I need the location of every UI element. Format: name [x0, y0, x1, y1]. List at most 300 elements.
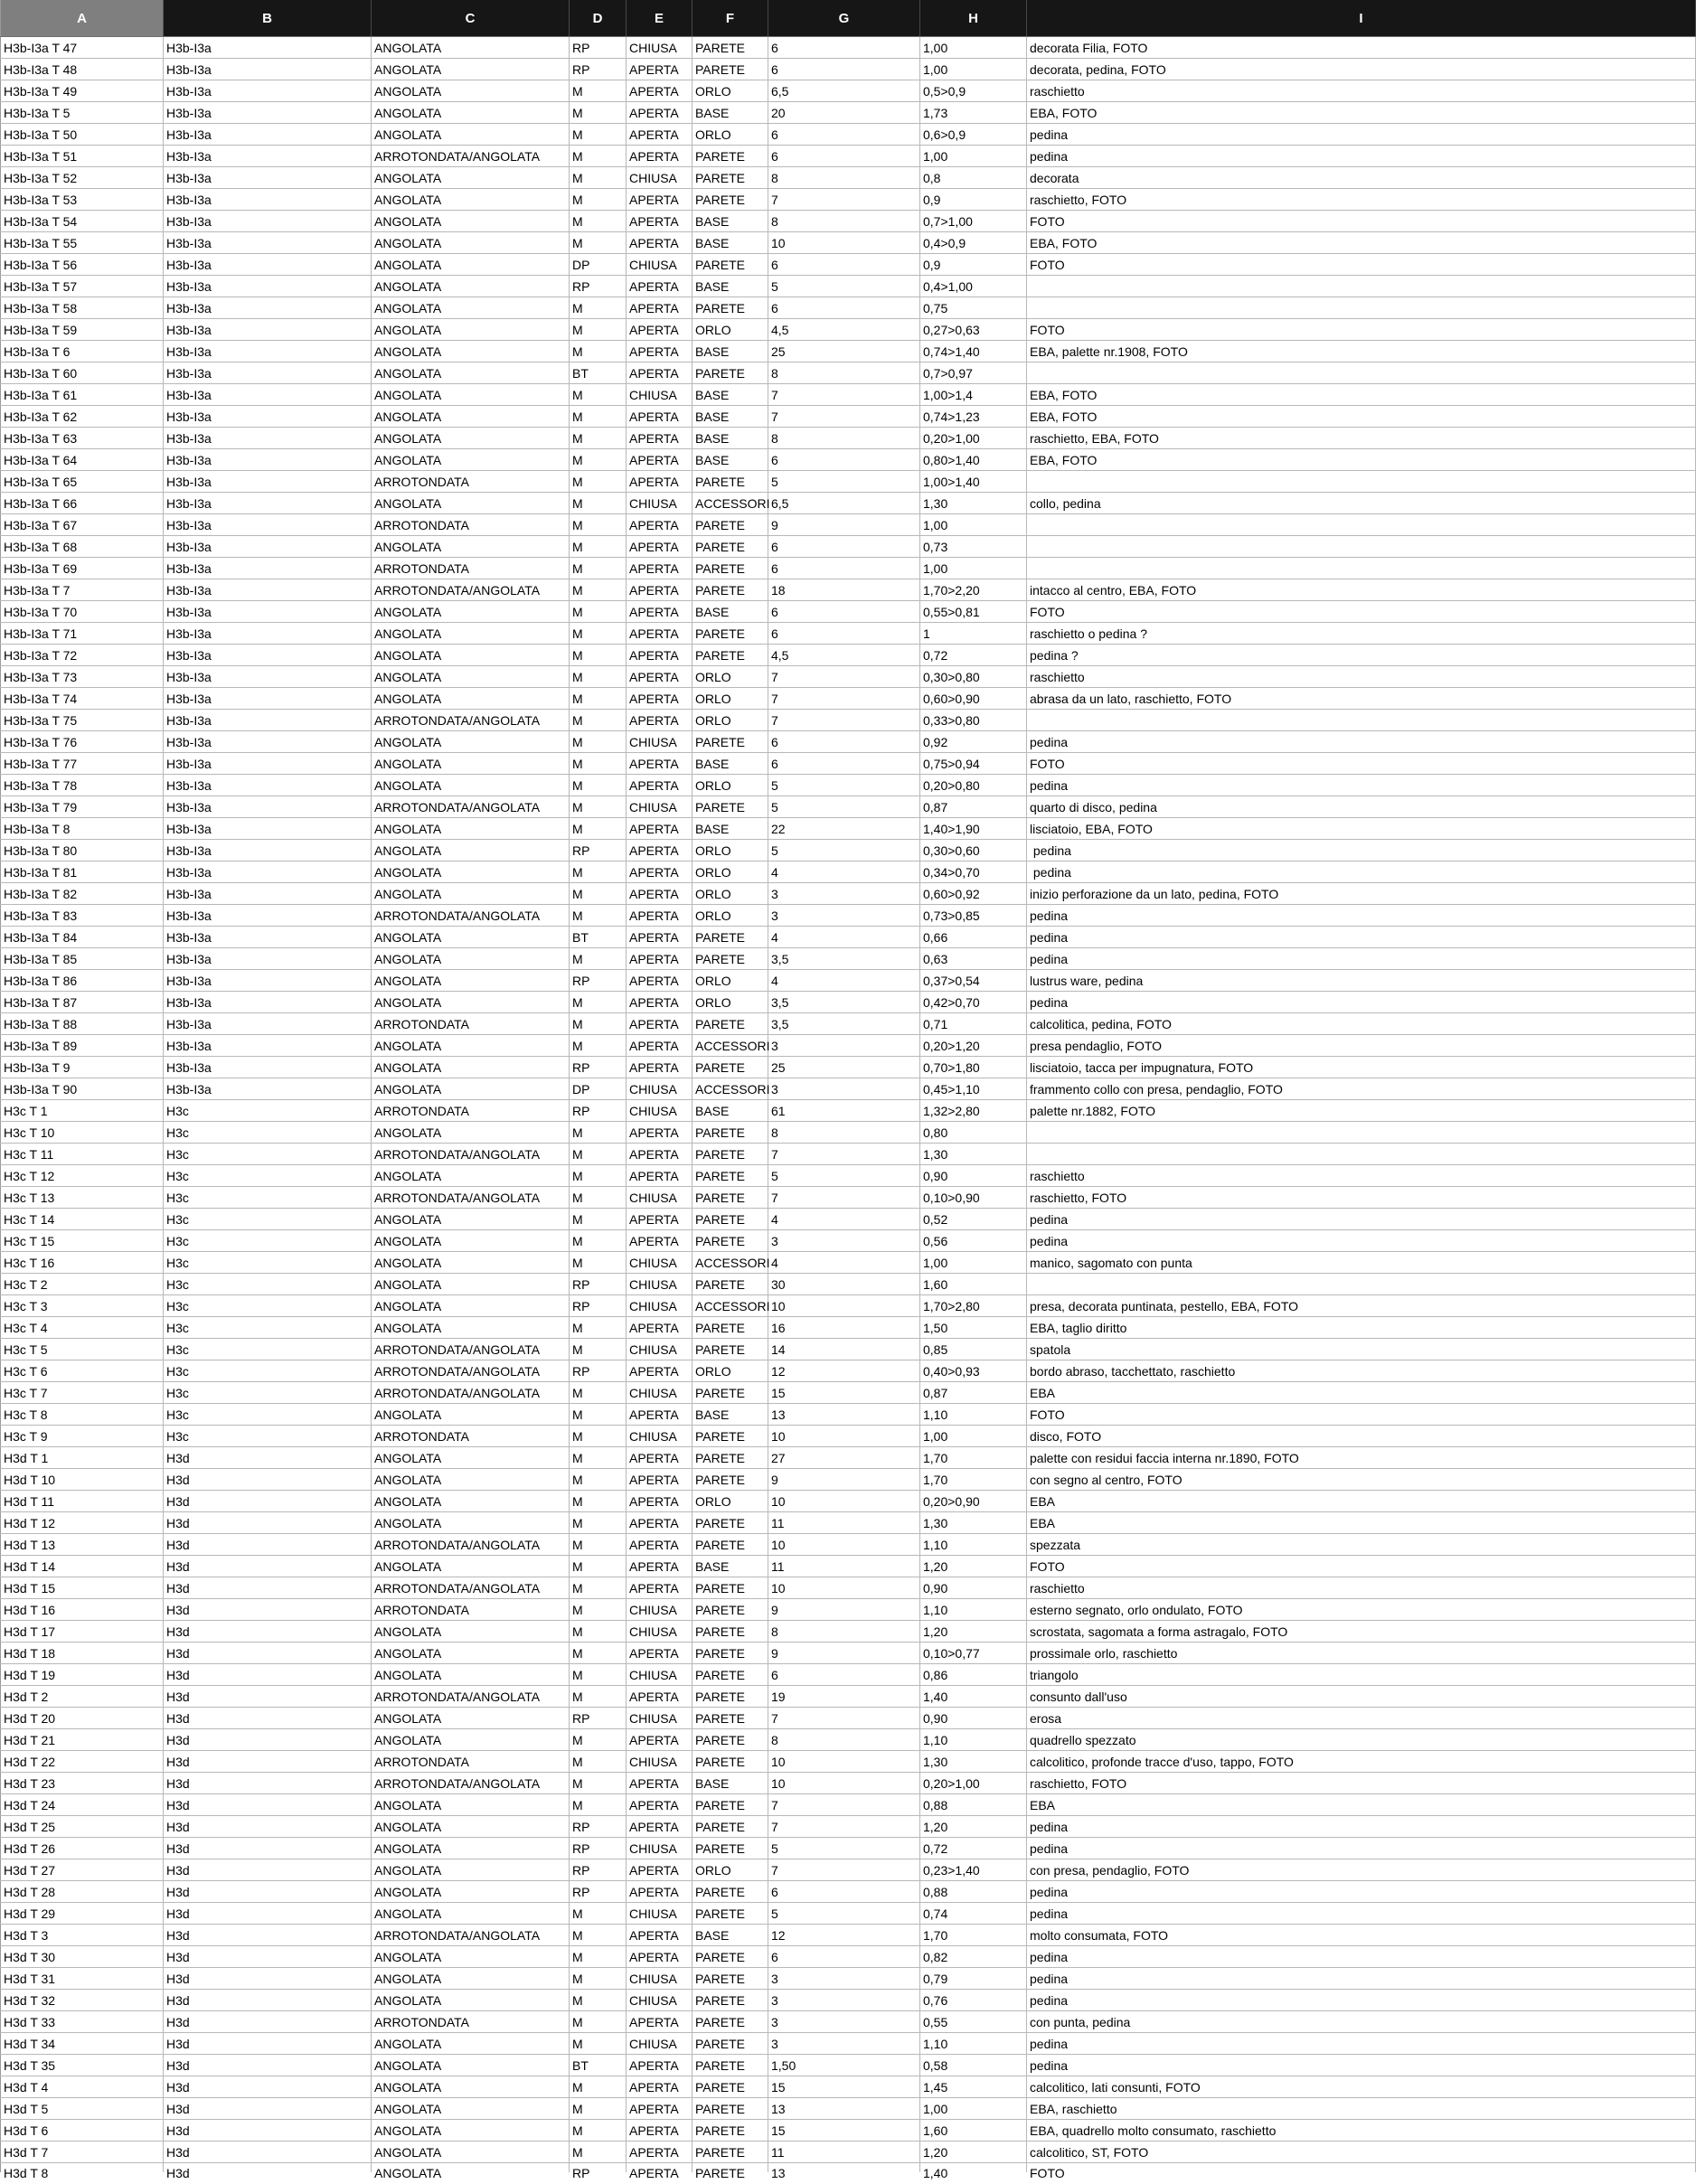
cell-i[interactable]: lisciatoio, tacca per impugnatura, FOTO — [1027, 1057, 1696, 1078]
cell-i[interactable]: pedina — [1027, 2055, 1696, 2076]
cell-c[interactable]: ANGOLATA — [372, 2163, 570, 2173]
cell-a[interactable]: H3d T 11 — [1, 1491, 164, 1512]
cell-h[interactable]: 0,8 — [920, 167, 1027, 189]
cell-g[interactable]: 3 — [768, 1035, 920, 1057]
cell-f[interactable]: BASE — [693, 449, 768, 471]
cell-h[interactable]: 1,60 — [920, 1274, 1027, 1295]
cell-h[interactable]: 1,32>2,80 — [920, 1100, 1027, 1122]
cell-f[interactable]: BASE — [693, 428, 768, 449]
cell-i[interactable]: presa pendaglio, FOTO — [1027, 1035, 1696, 1057]
cell-a[interactable]: H3b-I3a T 59 — [1, 319, 164, 341]
cell-b[interactable]: H3d — [164, 1968, 372, 1990]
cell-e[interactable]: APERTA — [627, 948, 693, 970]
cell-b[interactable]: H3d — [164, 1469, 372, 1491]
cell-g[interactable]: 16 — [768, 1317, 920, 1339]
cell-b[interactable]: H3b-I3a — [164, 623, 372, 645]
cell-f[interactable]: ORLO — [693, 775, 768, 796]
cell-g[interactable]: 3 — [768, 905, 920, 927]
cell-b[interactable]: H3b-I3a — [164, 232, 372, 254]
cell-f[interactable]: PARETE — [693, 1946, 768, 1968]
cell-g[interactable]: 6 — [768, 59, 920, 80]
cell-f[interactable]: PARETE — [693, 2076, 768, 2098]
cell-f[interactable]: PARETE — [693, 1664, 768, 1686]
cell-g[interactable]: 4,5 — [768, 645, 920, 666]
cell-d[interactable]: M — [570, 1599, 627, 1621]
cell-c[interactable]: ANGOLATA — [372, 1078, 570, 1100]
cell-h[interactable]: 1,30 — [920, 493, 1027, 514]
cell-g[interactable]: 7 — [768, 710, 920, 731]
cell-a[interactable]: H3d T 15 — [1, 1577, 164, 1599]
cell-b[interactable]: H3c — [164, 1295, 372, 1317]
cell-h[interactable]: 0,90 — [920, 1708, 1027, 1729]
cell-a[interactable]: H3b-I3a T 65 — [1, 471, 164, 493]
cell-e[interactable]: CHIUSA — [627, 1903, 693, 1925]
cell-e[interactable]: APERTA — [627, 710, 693, 731]
cell-f[interactable]: ORLO — [693, 710, 768, 731]
cell-a[interactable]: H3b-I3a T 76 — [1, 731, 164, 753]
cell-h[interactable]: 1,45 — [920, 2076, 1027, 2098]
cell-g[interactable]: 6 — [768, 1946, 920, 1968]
cell-e[interactable]: APERTA — [627, 124, 693, 146]
cell-c[interactable]: ARROTONDATA — [372, 1100, 570, 1122]
cell-c[interactable]: ANGOLATA — [372, 167, 570, 189]
cell-h[interactable]: 0,40>0,93 — [920, 1360, 1027, 1382]
cell-d[interactable]: M — [570, 493, 627, 514]
cell-a[interactable]: H3b-I3a T 52 — [1, 167, 164, 189]
cell-h[interactable]: 1,10 — [920, 1404, 1027, 1426]
cell-h[interactable]: 0,30>0,80 — [920, 666, 1027, 688]
cell-b[interactable]: H3c — [164, 1252, 372, 1274]
cell-a[interactable]: H3d T 17 — [1, 1621, 164, 1643]
cell-g[interactable]: 3 — [768, 1990, 920, 2011]
cell-g[interactable]: 6 — [768, 37, 920, 59]
cell-e[interactable]: APERTA — [627, 1643, 693, 1664]
cell-b[interactable]: H3d — [164, 1816, 372, 1838]
cell-h[interactable]: 0,71 — [920, 1013, 1027, 1035]
cell-b[interactable]: H3d — [164, 1664, 372, 1686]
cell-e[interactable]: APERTA — [627, 297, 693, 319]
cell-h[interactable]: 1,20 — [920, 2142, 1027, 2163]
cell-a[interactable]: H3b-I3a T 88 — [1, 1013, 164, 1035]
cell-c[interactable]: ANGOLATA — [372, 1859, 570, 1881]
cell-h[interactable]: 0,60>0,92 — [920, 883, 1027, 905]
cell-e[interactable]: APERTA — [627, 362, 693, 384]
cell-c[interactable]: ANGOLATA — [372, 1968, 570, 1990]
cell-b[interactable]: H3c — [164, 1274, 372, 1295]
cell-d[interactable]: M — [570, 1534, 627, 1556]
cell-c[interactable]: ANGOLATA — [372, 1252, 570, 1274]
cell-i[interactable]: pedina — [1027, 146, 1696, 167]
cell-f[interactable]: PARETE — [693, 1621, 768, 1643]
cell-d[interactable]: RP — [570, 1881, 627, 1903]
cell-e[interactable]: APERTA — [627, 1317, 693, 1339]
cell-i[interactable]: prossimale orlo, raschietto — [1027, 1643, 1696, 1664]
cell-i[interactable]: palette nr.1882, FOTO — [1027, 1100, 1696, 1122]
cell-a[interactable]: H3b-I3a T 60 — [1, 362, 164, 384]
cell-e[interactable]: CHIUSA — [627, 1252, 693, 1274]
cell-e[interactable]: APERTA — [627, 146, 693, 167]
cell-h[interactable]: 1,30 — [920, 1751, 1027, 1773]
cell-i[interactable]: pedina — [1027, 1838, 1696, 1859]
cell-c[interactable]: ANGOLATA — [372, 1621, 570, 1643]
cell-c[interactable]: ARROTONDATA/ANGOLATA — [372, 1187, 570, 1209]
cell-a[interactable]: H3d T 24 — [1, 1794, 164, 1816]
column-header-h[interactable]: H — [920, 0, 1027, 37]
cell-g[interactable]: 18 — [768, 579, 920, 601]
cell-c[interactable]: ANGOLATA — [372, 1946, 570, 1968]
cell-b[interactable]: H3b-I3a — [164, 1057, 372, 1078]
cell-f[interactable]: PARETE — [693, 59, 768, 80]
cell-f[interactable]: PARETE — [693, 1382, 768, 1404]
cell-f[interactable]: BASE — [693, 601, 768, 623]
cell-a[interactable]: H3c T 1 — [1, 1100, 164, 1122]
cell-i[interactable]: pedina ? — [1027, 645, 1696, 666]
cell-f[interactable]: PARETE — [693, 1274, 768, 1295]
column-header-i[interactable]: I — [1027, 0, 1696, 37]
cell-f[interactable]: PARETE — [693, 514, 768, 536]
cell-d[interactable]: RP — [570, 59, 627, 80]
cell-a[interactable]: H3b-I3a T 72 — [1, 645, 164, 666]
cell-a[interactable]: H3d T 8 — [1, 2163, 164, 2173]
cell-e[interactable]: APERTA — [627, 319, 693, 341]
cell-g[interactable]: 6 — [768, 449, 920, 471]
cell-e[interactable]: CHIUSA — [627, 1751, 693, 1773]
cell-d[interactable]: M — [570, 579, 627, 601]
cell-d[interactable]: M — [570, 558, 627, 579]
cell-h[interactable]: 0,6>0,9 — [920, 124, 1027, 146]
cell-d[interactable]: M — [570, 1035, 627, 1057]
cell-e[interactable]: APERTA — [627, 1925, 693, 1946]
cell-f[interactable]: PARETE — [693, 1209, 768, 1230]
cell-a[interactable]: H3b-I3a T 82 — [1, 883, 164, 905]
cell-a[interactable]: H3c T 7 — [1, 1382, 164, 1404]
column-header-d[interactable]: D — [570, 0, 627, 37]
cell-d[interactable]: RP — [570, 276, 627, 297]
cell-f[interactable]: PARETE — [693, 731, 768, 753]
cell-g[interactable]: 4 — [768, 861, 920, 883]
cell-c[interactable]: ANGOLATA — [372, 80, 570, 102]
cell-g[interactable]: 6 — [768, 623, 920, 645]
cell-c[interactable]: ANGOLATA — [372, 1556, 570, 1577]
cell-g[interactable]: 13 — [768, 2098, 920, 2120]
cell-e[interactable]: APERTA — [627, 514, 693, 536]
cell-c[interactable]: ANGOLATA — [372, 1491, 570, 1512]
cell-f[interactable]: ORLO — [693, 1491, 768, 1512]
cell-e[interactable]: APERTA — [627, 2098, 693, 2120]
cell-d[interactable]: M — [570, 80, 627, 102]
cell-b[interactable]: H3d — [164, 2142, 372, 2163]
cell-e[interactable]: CHIUSA — [627, 796, 693, 818]
cell-c[interactable]: ANGOLATA — [372, 623, 570, 645]
cell-a[interactable]: H3c T 13 — [1, 1187, 164, 1209]
cell-a[interactable]: H3b-I3a T 71 — [1, 623, 164, 645]
cell-g[interactable]: 11 — [768, 2142, 920, 2163]
cell-e[interactable]: APERTA — [627, 970, 693, 992]
cell-f[interactable]: PARETE — [693, 1751, 768, 1773]
cell-i[interactable]: EBA, quadrello molto consumato, raschietto — [1027, 2120, 1696, 2142]
cell-h[interactable]: 0,23>1,40 — [920, 1859, 1027, 1881]
cell-f[interactable]: PARETE — [693, 1577, 768, 1599]
cell-d[interactable]: RP — [570, 970, 627, 992]
cell-e[interactable]: CHIUSA — [627, 2033, 693, 2055]
cell-e[interactable]: CHIUSA — [627, 1621, 693, 1643]
cell-f[interactable]: PARETE — [693, 471, 768, 493]
cell-a[interactable]: H3d T 22 — [1, 1751, 164, 1773]
cell-e[interactable]: APERTA — [627, 666, 693, 688]
cell-d[interactable]: M — [570, 1512, 627, 1534]
cell-b[interactable]: H3d — [164, 1643, 372, 1664]
cell-c[interactable]: ANGOLATA — [372, 1447, 570, 1469]
cell-i[interactable]: pedina — [1027, 124, 1696, 146]
cell-e[interactable]: APERTA — [627, 471, 693, 493]
cell-e[interactable]: CHIUSA — [627, 37, 693, 59]
cell-d[interactable]: M — [570, 1903, 627, 1925]
cell-d[interactable]: M — [570, 384, 627, 406]
cell-i[interactable]: EBA — [1027, 1382, 1696, 1404]
cell-f[interactable]: PARETE — [693, 1447, 768, 1469]
cell-h[interactable]: 0,37>0,54 — [920, 970, 1027, 992]
cell-c[interactable]: ANGOLATA — [372, 362, 570, 384]
cell-h[interactable]: 0,30>0,60 — [920, 840, 1027, 861]
cell-d[interactable]: M — [570, 883, 627, 905]
cell-i[interactable] — [1027, 297, 1696, 319]
cell-d[interactable]: M — [570, 1144, 627, 1165]
cell-e[interactable]: APERTA — [627, 1404, 693, 1426]
cell-c[interactable]: ANGOLATA — [372, 1404, 570, 1426]
cell-f[interactable]: BASE — [693, 341, 768, 362]
cell-c[interactable]: ANGOLATA — [372, 124, 570, 146]
cell-d[interactable]: M — [570, 2120, 627, 2142]
cell-b[interactable]: H3d — [164, 1577, 372, 1599]
cell-h[interactable]: 1,10 — [920, 1729, 1027, 1751]
cell-f[interactable]: PARETE — [693, 297, 768, 319]
cell-c[interactable]: ARROTONDATA/ANGOLATA — [372, 1144, 570, 1165]
cell-d[interactable]: M — [570, 818, 627, 840]
cell-c[interactable]: ANGOLATA — [372, 818, 570, 840]
cell-i[interactable]: raschietto, EBA, FOTO — [1027, 428, 1696, 449]
cell-a[interactable]: H3b-I3a T 79 — [1, 796, 164, 818]
cell-f[interactable]: PARETE — [693, 254, 768, 276]
cell-c[interactable]: ANGOLATA — [372, 645, 570, 666]
cell-d[interactable]: RP — [570, 37, 627, 59]
cell-c[interactable]: ANGOLATA — [372, 731, 570, 753]
cell-e[interactable]: APERTA — [627, 992, 693, 1013]
cell-d[interactable]: M — [570, 861, 627, 883]
cell-a[interactable]: H3d T 20 — [1, 1708, 164, 1729]
cell-d[interactable]: M — [570, 2076, 627, 2098]
cell-g[interactable]: 6,5 — [768, 493, 920, 514]
cell-g[interactable]: 10 — [768, 1773, 920, 1794]
cell-i[interactable]: pedina — [1027, 1968, 1696, 1990]
cell-g[interactable]: 10 — [768, 1534, 920, 1556]
cell-i[interactable] — [1027, 536, 1696, 558]
cell-d[interactable]: M — [570, 1339, 627, 1360]
cell-i[interactable]: pedina — [1027, 1209, 1696, 1230]
cell-g[interactable]: 7 — [768, 1794, 920, 1816]
cell-e[interactable]: APERTA — [627, 2055, 693, 2076]
cell-h[interactable]: 0,58 — [920, 2055, 1027, 2076]
cell-d[interactable]: M — [570, 1751, 627, 1773]
cell-f[interactable]: PARETE — [693, 2163, 768, 2173]
cell-c[interactable]: ANGOLATA — [372, 1903, 570, 1925]
cell-c[interactable]: ANGOLATA — [372, 341, 570, 362]
cell-e[interactable]: APERTA — [627, 1230, 693, 1252]
cell-h[interactable]: 0,5>0,9 — [920, 80, 1027, 102]
cell-g[interactable]: 27 — [768, 1447, 920, 1469]
cell-f[interactable]: ORLO — [693, 970, 768, 992]
cell-g[interactable]: 7 — [768, 688, 920, 710]
cell-h[interactable]: 0,20>1,00 — [920, 428, 1027, 449]
cell-h[interactable]: 0,72 — [920, 645, 1027, 666]
cell-g[interactable]: 6 — [768, 254, 920, 276]
cell-d[interactable]: BT — [570, 2055, 627, 2076]
cell-d[interactable]: M — [570, 1946, 627, 1968]
cell-b[interactable]: H3b-I3a — [164, 753, 372, 775]
cell-d[interactable]: M — [570, 1404, 627, 1426]
cell-e[interactable]: APERTA — [627, 645, 693, 666]
cell-d[interactable]: RP — [570, 1816, 627, 1838]
cell-i[interactable]: pedina — [1027, 905, 1696, 927]
cell-h[interactable]: 1,70>2,20 — [920, 579, 1027, 601]
cell-e[interactable]: CHIUSA — [627, 1990, 693, 2011]
cell-f[interactable]: PARETE — [693, 1122, 768, 1144]
cell-e[interactable]: CHIUSA — [627, 1187, 693, 1209]
cell-e[interactable]: APERTA — [627, 406, 693, 428]
cell-a[interactable]: H3c T 4 — [1, 1317, 164, 1339]
cell-f[interactable]: BASE — [693, 211, 768, 232]
cell-a[interactable]: H3b-I3a T 5 — [1, 102, 164, 124]
cell-f[interactable]: BASE — [693, 1404, 768, 1426]
cell-g[interactable]: 8 — [768, 362, 920, 384]
cell-d[interactable]: RP — [570, 1295, 627, 1317]
cell-i[interactable]: FOTO — [1027, 211, 1696, 232]
cell-h[interactable]: 1,70>2,80 — [920, 1295, 1027, 1317]
cell-h[interactable]: 0,56 — [920, 1230, 1027, 1252]
cell-d[interactable]: M — [570, 189, 627, 211]
cell-h[interactable]: 1,00>1,40 — [920, 471, 1027, 493]
cell-b[interactable]: H3b-I3a — [164, 189, 372, 211]
cell-g[interactable]: 11 — [768, 1512, 920, 1534]
cell-c[interactable]: ANGOLATA — [372, 59, 570, 80]
cell-d[interactable]: M — [570, 1491, 627, 1512]
cell-d[interactable]: DP — [570, 1078, 627, 1100]
cell-g[interactable]: 8 — [768, 1122, 920, 1144]
cell-h[interactable]: 0,63 — [920, 948, 1027, 970]
cell-a[interactable]: H3d T 26 — [1, 1838, 164, 1859]
cell-c[interactable]: ANGOLATA — [372, 1057, 570, 1078]
cell-h[interactable]: 0,75 — [920, 297, 1027, 319]
cell-d[interactable]: BT — [570, 927, 627, 948]
cell-e[interactable]: CHIUSA — [627, 1426, 693, 1447]
cell-a[interactable]: H3d T 32 — [1, 1990, 164, 2011]
cell-g[interactable]: 30 — [768, 1274, 920, 1295]
cell-e[interactable]: APERTA — [627, 840, 693, 861]
cell-b[interactable]: H3b-I3a — [164, 992, 372, 1013]
cell-i[interactable] — [1027, 514, 1696, 536]
cell-f[interactable]: PARETE — [693, 1230, 768, 1252]
cell-c[interactable]: ANGOLATA — [372, 297, 570, 319]
cell-e[interactable]: APERTA — [627, 2011, 693, 2033]
cell-b[interactable]: H3d — [164, 2076, 372, 2098]
cell-f[interactable]: ACCESSORI — [693, 1295, 768, 1317]
cell-d[interactable]: M — [570, 1209, 627, 1230]
cell-f[interactable]: BASE — [693, 753, 768, 775]
cell-d[interactable]: RP — [570, 2163, 627, 2173]
cell-f[interactable]: PARETE — [693, 1426, 768, 1447]
cell-e[interactable]: APERTA — [627, 1360, 693, 1382]
cell-c[interactable]: ANGOLATA — [372, 1209, 570, 1230]
cell-a[interactable]: H3d T 2 — [1, 1686, 164, 1708]
cell-h[interactable]: 0,9 — [920, 254, 1027, 276]
cell-b[interactable]: H3b-I3a — [164, 449, 372, 471]
cell-b[interactable]: H3b-I3a — [164, 59, 372, 80]
cell-c[interactable]: ARROTONDATA/ANGOLATA — [372, 710, 570, 731]
cell-i[interactable]: decorata — [1027, 167, 1696, 189]
cell-g[interactable]: 6 — [768, 731, 920, 753]
cell-f[interactable]: PARETE — [693, 2011, 768, 2033]
cell-i[interactable]: pedina — [1027, 1946, 1696, 1968]
cell-d[interactable]: M — [570, 2033, 627, 2055]
cell-h[interactable]: 1 — [920, 623, 1027, 645]
cell-c[interactable]: ANGOLATA — [372, 384, 570, 406]
cell-i[interactable]: quarto di disco, pedina — [1027, 796, 1696, 818]
cell-f[interactable]: ACCESSORI — [693, 1078, 768, 1100]
cell-e[interactable]: APERTA — [627, 1144, 693, 1165]
cell-d[interactable]: DP — [570, 254, 627, 276]
cell-b[interactable]: H3d — [164, 1447, 372, 1469]
cell-g[interactable]: 13 — [768, 1404, 920, 1426]
cell-a[interactable]: H3b-I3a T 74 — [1, 688, 164, 710]
cell-e[interactable]: APERTA — [627, 1881, 693, 1903]
cell-f[interactable]: PARETE — [693, 1968, 768, 1990]
cell-i[interactable]: pedina — [1027, 927, 1696, 948]
cell-b[interactable]: H3c — [164, 1339, 372, 1360]
cell-i[interactable]: disco, FOTO — [1027, 1426, 1696, 1447]
cell-c[interactable]: ARROTONDATA/ANGOLATA — [372, 1686, 570, 1708]
cell-e[interactable]: APERTA — [627, 688, 693, 710]
cell-i[interactable]: collo, pedina — [1027, 493, 1696, 514]
cell-h[interactable]: 1,00>1,4 — [920, 384, 1027, 406]
column-header-c[interactable]: C — [372, 0, 570, 37]
cell-e[interactable]: APERTA — [627, 1859, 693, 1881]
cell-g[interactable]: 4 — [768, 927, 920, 948]
cell-c[interactable]: ARROTONDATA/ANGOLATA — [372, 905, 570, 927]
cell-c[interactable]: ANGOLATA — [372, 666, 570, 688]
cell-c[interactable]: ARROTONDATA — [372, 1426, 570, 1447]
cell-f[interactable]: PARETE — [693, 1144, 768, 1165]
cell-g[interactable]: 3 — [768, 1230, 920, 1252]
cell-h[interactable]: 0,52 — [920, 1209, 1027, 1230]
cell-a[interactable]: H3b-I3a T 85 — [1, 948, 164, 970]
cell-a[interactable]: H3d T 19 — [1, 1664, 164, 1686]
cell-f[interactable]: ORLO — [693, 840, 768, 861]
cell-h[interactable]: 0,73 — [920, 536, 1027, 558]
cell-a[interactable]: H3d T 1 — [1, 1447, 164, 1469]
cell-i[interactable]: FOTO — [1027, 1556, 1696, 1577]
cell-h[interactable]: 1,40 — [920, 2163, 1027, 2173]
cell-f[interactable]: PARETE — [693, 189, 768, 211]
cell-d[interactable]: RP — [570, 1859, 627, 1881]
cell-c[interactable]: ANGOLATA — [372, 2055, 570, 2076]
cell-b[interactable]: H3d — [164, 2033, 372, 2055]
cell-d[interactable]: RP — [570, 1708, 627, 1729]
cell-i[interactable]: raschietto — [1027, 80, 1696, 102]
cell-i[interactable]: FOTO — [1027, 753, 1696, 775]
cell-b[interactable]: H3d — [164, 1946, 372, 1968]
cell-a[interactable]: H3d T 3 — [1, 1925, 164, 1946]
cell-e[interactable]: APERTA — [627, 2163, 693, 2173]
cell-i[interactable]: quadrello spezzato — [1027, 1729, 1696, 1751]
